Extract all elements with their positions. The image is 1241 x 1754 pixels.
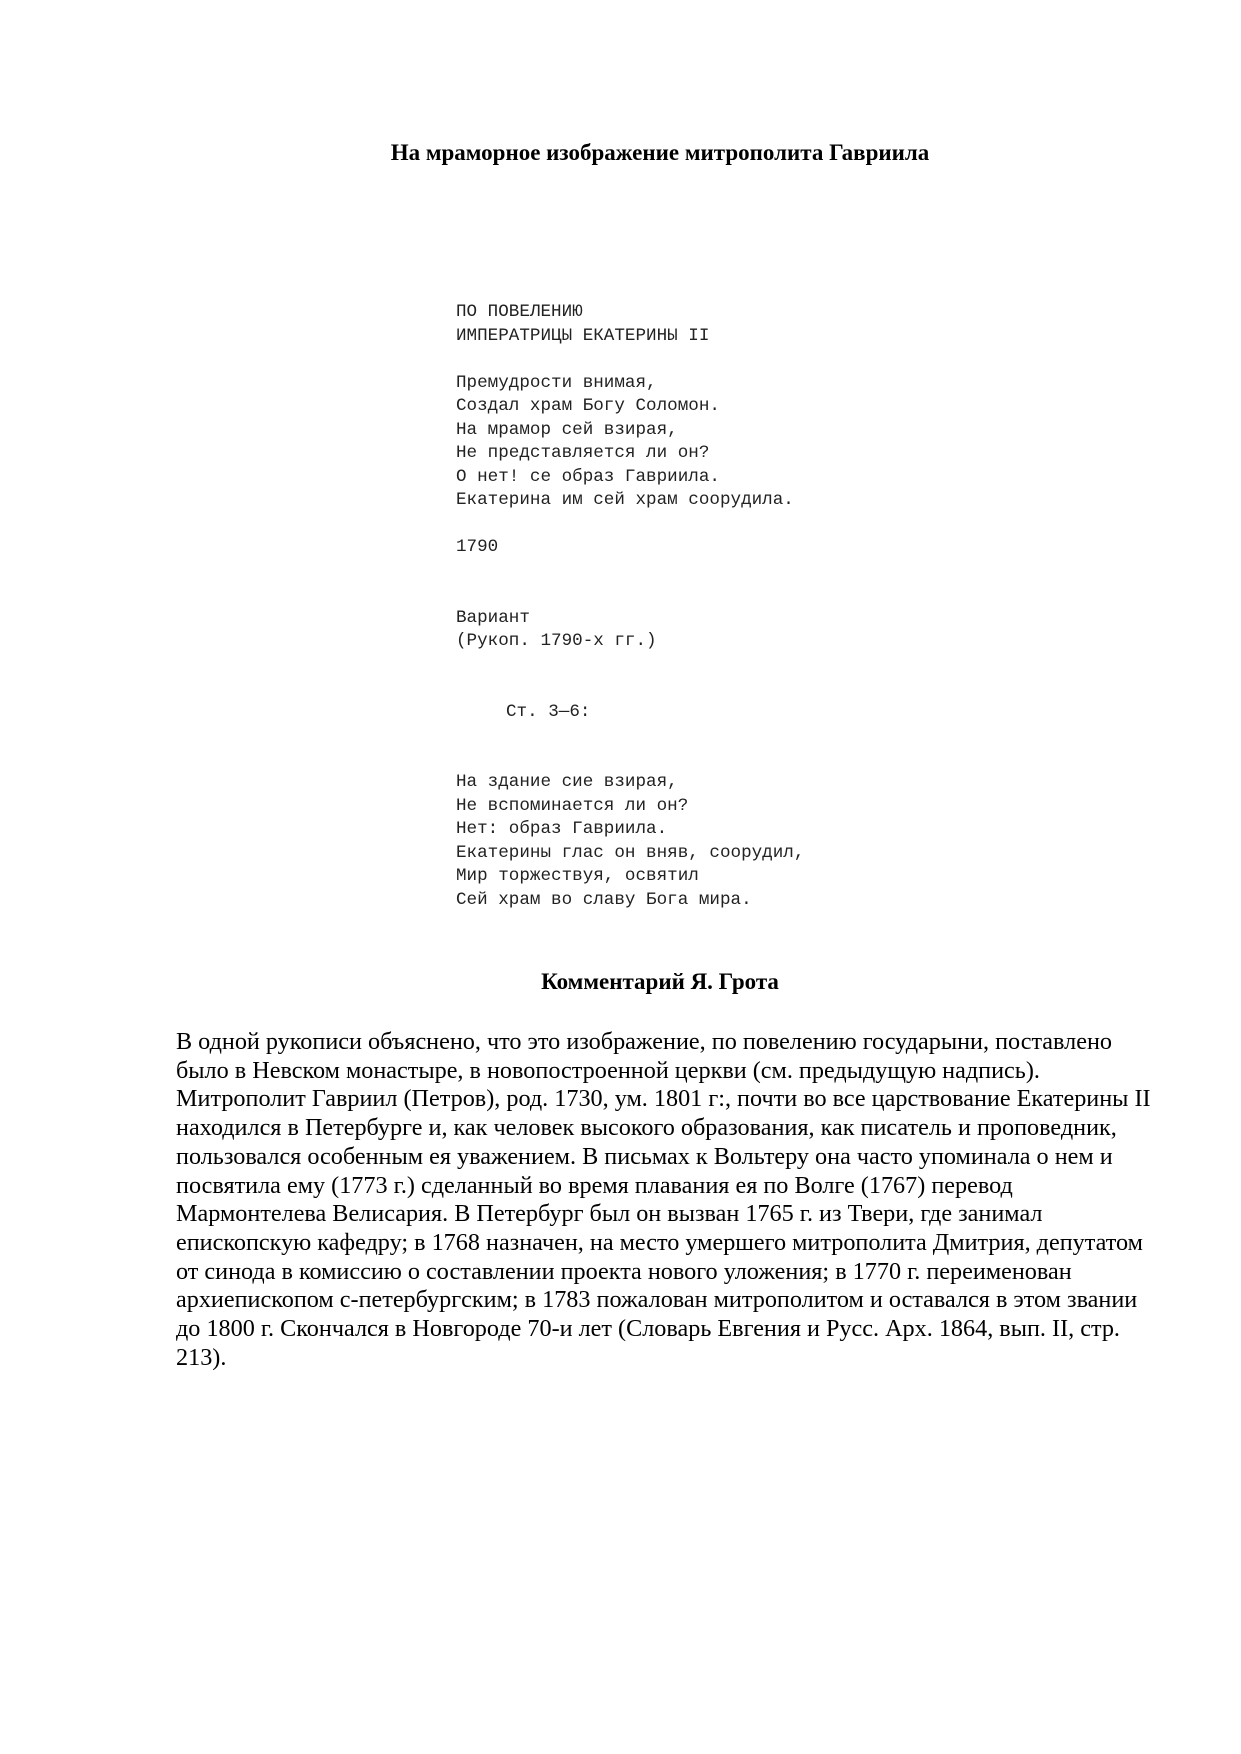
blank-line [456,560,804,584]
commentary-text: В одной рукописи объяснено, что это изображение, по повелению государыни, поставлено было в Невском монастыре, в новопостроенной церкви (см. предыдущую надпись). Митрополит Гавриил (Петров), род. 1730, ум. 1801 г:, почти во все царствование Екатерины II находился в Петербурге и, как человек высокого образования, как писатель и проповедник, пользовался особенным ея уважением. В письмах к Вольтеру она часто упоминала о нем и посвятила ему (1773 г.) сделанный во время плавания ея по Волге (1767) перевод Мармонтелева Велисария. В Петербург был он вызван 1765 г. из Твери, где занимал епископскую кафедру; в 1768 назначен, на место умершего митрополита Дмитрия, депутатом от синода в комиссию о составлении проекта нового уложения; в 1770 г. переименован архиепископом с-петербургским; в 1783 пожалован митрополитом и оставался в этом звании до 1800 г. Скончался в Новгороде 70-и лет (Словарь Евгения и Русс. Арх. 1864, вып. II, стр. 213). [176,1028,1151,1371]
commentary-title: Комментарий Я. Грота [541,969,779,994]
poem-stanza-line: О нет! се образ Гавриила. [456,466,720,487]
poem-stanza-line: На мрамор сей взирая, [456,419,678,440]
variant-line: Сей храм во славу Бога мира. [456,889,752,910]
poem-header-line: ПО ПОВЕЛЕНИЮ [456,302,583,322]
poem-stanza-line: Екатерина им сей храм соорудила. [456,490,794,510]
variant-line: Екатерины глас он вняв, соорудил, [456,842,805,863]
variant-line: Мир торжествуя, освятил [456,866,699,886]
page-title: На мраморное изображение митрополита Гавриила [390,140,930,165]
poem-year: 1790 [456,537,499,557]
poem-block [456,301,804,912]
variant-line: Нет: образ Гавриила. [456,819,668,839]
variant-source: (Рукоп. 1790-х гг.) [456,631,657,651]
poem-stanza-line: Создал храм Богу Соломон. [456,396,720,416]
variant-label: Вариант [456,607,530,628]
blank-line [456,677,804,701]
poem-stanza-line: Не представляется ли он? [456,443,710,463]
blank-line [456,513,804,537]
blank-line [456,348,804,372]
blank-line [456,748,804,772]
poem-stanza-line: Премудрости внимая, [456,372,657,393]
variant-line: На здание сие взирая, [456,772,678,792]
verse-reference: Ст. 3—6: [506,701,591,722]
blank-line [456,583,804,607]
blank-line [456,654,804,678]
variant-line: Не вспоминается ли он? [456,795,689,816]
blank-line [456,724,804,748]
poem-header-line: ИМПЕРАТРИЦЫ ЕКАТЕРИНЫ II [456,325,710,346]
